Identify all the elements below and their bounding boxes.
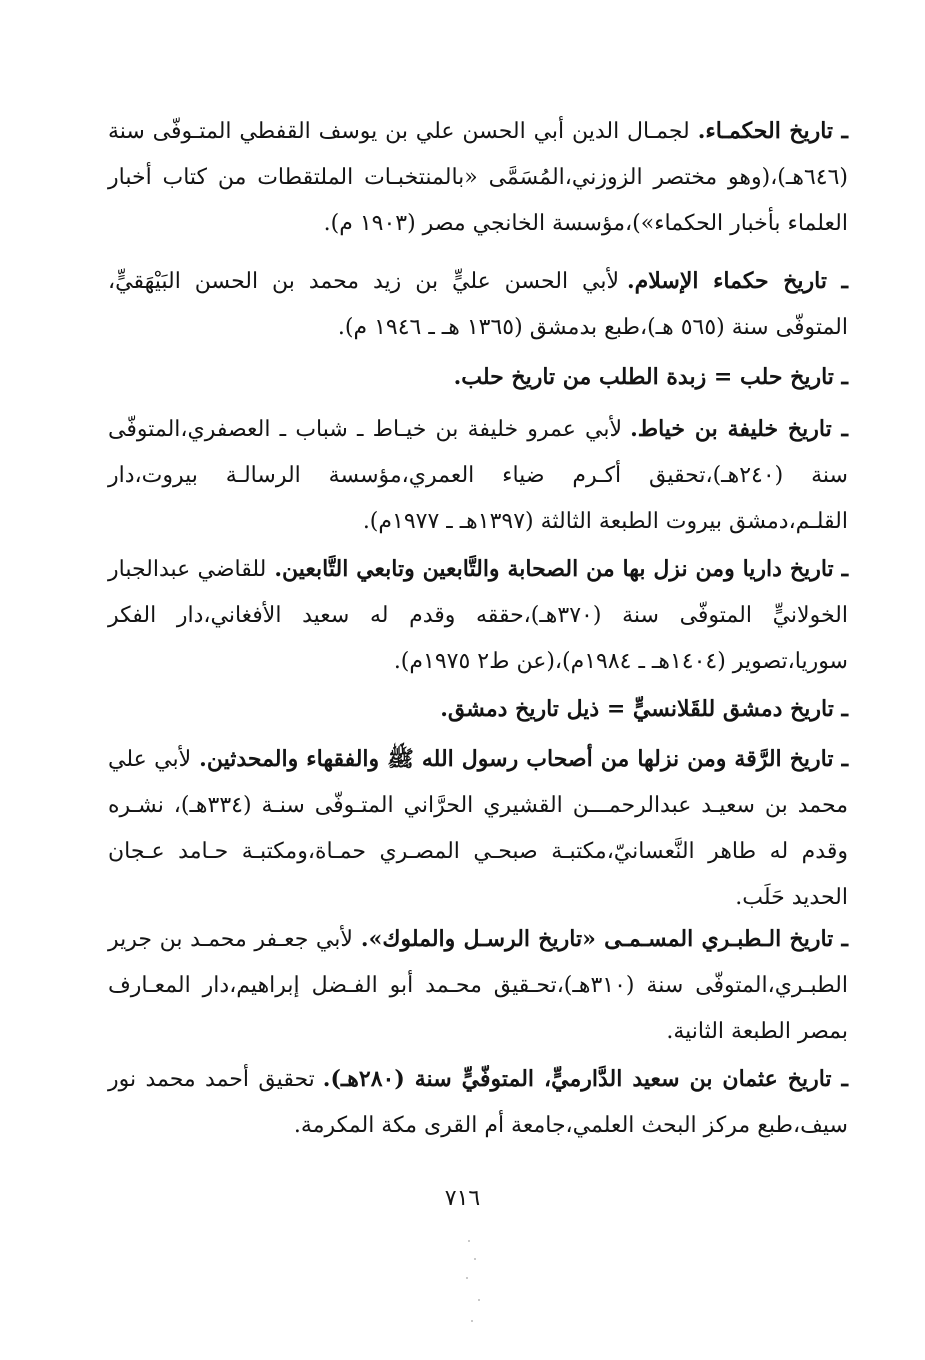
page-number: ٧١٦ — [444, 1186, 481, 1211]
entry-title: تاريخ حلب = زبدة الطلب من تاريخ حلب. — [453, 364, 834, 390]
entry-dash: ـ — [831, 416, 849, 442]
entry-dash: ـ — [833, 118, 848, 144]
scan-specks — [462, 1236, 492, 1336]
entry-body: لجمـال الدين أبي الحسن علي بن يوسف القفطي المتـوفّى سنة (٦٤٦هـ)،(وهو مختصر الزوزني،المُسَمَّى «بالمنتخبـات الملتقطات من كتاب أخبار العلماء بأخبار الحكماء»)،مؤسسة الخانجي مصر (١٩٠٣ م). — [108, 119, 848, 236]
scan-speck — [466, 1277, 468, 1279]
bibliography-page — [108, 108, 848, 1308]
entry-dash: ـ — [833, 746, 849, 772]
entry-title: تاريخ عثمان بن سعيد الدَّارميٍّ، المتوفّيٍّ سنة (٢٨٠هـ). — [322, 1066, 832, 1092]
bibliography-entry-1 — [108, 108, 848, 247]
entry-body: لأبي علي محمد بن سعيـد عبدالرحمـــن القشيري الحرَّاني المتـوفّى سنـة (٣٣٤هـ)، نشـره وقدم له طاهر النَّعسانيّ،مكتبـة صبحـي المصـري حمـاة،ومكتبـة حـامد عـجان الحديد حَلَب. — [108, 747, 848, 910]
entry-title: تاريخ الـطبـري المسـمـى «تاريخ الرسـل والملوك». — [360, 926, 834, 952]
entry-dash: ـ — [833, 696, 848, 722]
entry-title: تاريخ دمشق للقَلانسيٍّ = ذيل تاريخ دمشق. — [440, 696, 834, 722]
entry-title: تاريخ الرَّقة ومن نزلها من أصحاب رسول الله ﷺ والفقهاء والمحدثين. — [199, 746, 834, 772]
entry-title: تاريخ الحكمـاء. — [697, 118, 834, 144]
scan-speck — [471, 1320, 473, 1322]
scan-speck — [468, 1240, 470, 1242]
bibliography-entry-6 — [108, 686, 848, 733]
bibliography-entry-5 — [108, 546, 848, 685]
bibliography-entry-7 — [108, 736, 848, 921]
entry-dash: ـ — [831, 1066, 849, 1092]
entry-body: لأبي عمرو خليفة بن خيـاط ـ شباب ـ العصفري،المتوفّى سنة (٢٤٠هـ)،تحقيق أكـرم ضياء العمري،مؤسسة الرسالـة بيروت،دار القلـم،دمشق بيروت الطبعة الثالثة (١٣٩٧هـ ـ ١٩٧٧م). — [108, 417, 848, 534]
entry-body: للقاضي عبدالجبار الخولانيٍّ المتوفّى سنة (٣٧٠هـ)،حققه وقدم له سعيد الأفغاني،دار الفكر سوريا،تصوير (١٤٠٤هـ ـ ١٩٨٤م)،(عن ط٢ ١٩٧٥م). — [108, 557, 848, 674]
scan-speck — [478, 1299, 480, 1301]
entry-dash: ـ — [833, 364, 848, 390]
entry-dash: ـ — [833, 556, 849, 582]
bibliography-entry-9 — [108, 1056, 848, 1149]
bibliography-entry-4 — [108, 406, 848, 545]
entry-title: تاريخ داريا ومن نزل بها من الصحابة والتَّابعين وتابعي التَّابعين. — [274, 556, 834, 582]
entry-body: لأبي الحسن عليٍّ بن زيد محمد بن الحسن البَيْهَقيٍّ، المتوفّى سنة (٥٦٥ هـ)،طبع بدمشق (١٣٦٥ هـ ـ ١٩٤٦ م). — [108, 269, 848, 340]
entry-dash: ـ — [833, 926, 848, 952]
entry-title: تاريخ خليفة بن خياط. — [630, 416, 832, 442]
scan-speck — [474, 1258, 476, 1260]
entry-title: تاريخ حكماء الإسلام. — [627, 268, 827, 294]
bibliography-entry-8 — [108, 916, 848, 1055]
bibliography-entry-2 — [108, 258, 848, 351]
entry-body: لأبي جعـفر محمـد بن جرير الطبـري،المتوفّى سنة (٣١٠هـ)،تحـقيق محـمد أبو الفـضل إبراهيم،دار المعـارف بمصر الطبعة الثانية. — [108, 927, 848, 1044]
entry-dash: ـ — [826, 268, 849, 294]
entry-body: تحقيق أحمد محمد نور سيف،طبع مركز البحث العلمي،جامعة أم القرى مكة المكرمة. — [108, 1067, 848, 1138]
bibliography-entry-3 — [108, 354, 848, 401]
